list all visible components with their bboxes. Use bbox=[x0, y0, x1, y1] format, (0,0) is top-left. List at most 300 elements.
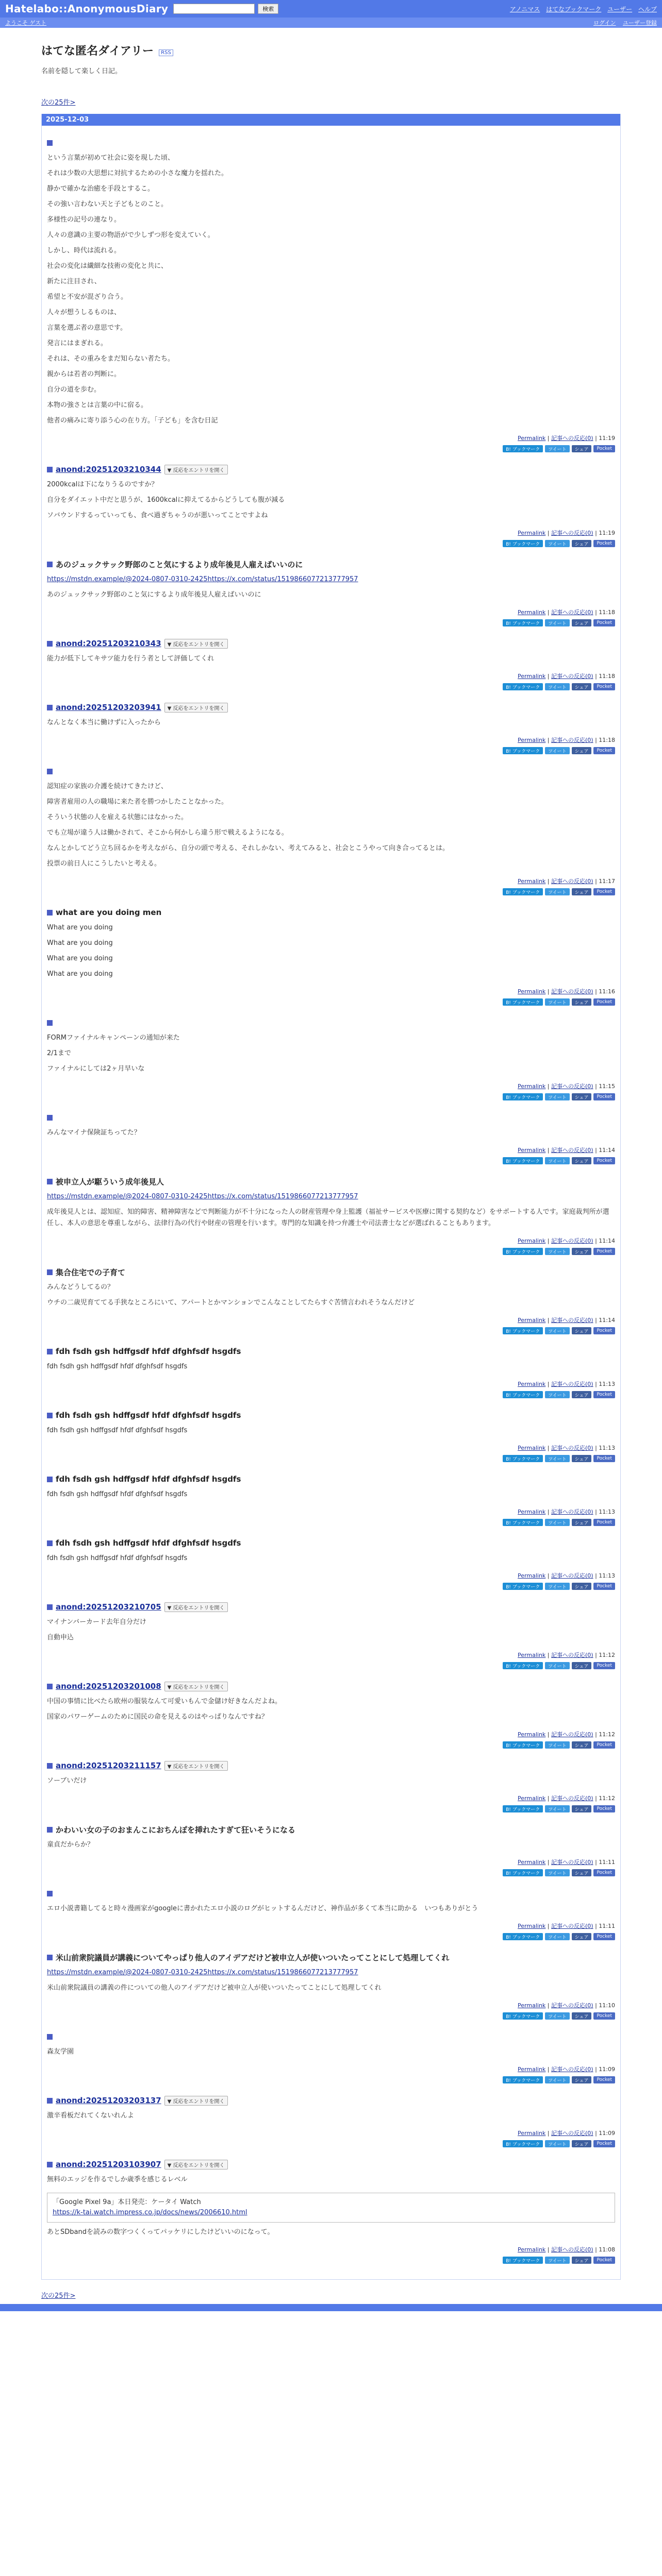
entry-footer: Permalink | 記事への反応(0) | 11:12 bbox=[518, 1731, 615, 1738]
bookmark-button[interactable]: B! ブックマーク bbox=[503, 1583, 543, 1590]
share-button[interactable]: シェア bbox=[572, 1662, 592, 1669]
site-logo[interactable]: Hatelabo::AnonymousDiary bbox=[5, 3, 169, 15]
entry-line: 2/1まで bbox=[47, 1049, 71, 1057]
entry-header bbox=[47, 1824, 615, 1835]
tweet-button[interactable]: ツイート bbox=[545, 1805, 570, 1812]
entry-square-icon[interactable] bbox=[47, 1020, 53, 1026]
bookmark-button[interactable]: B! ブックマーク bbox=[503, 1093, 543, 1100]
share-button[interactable]: シェア bbox=[572, 1157, 592, 1164]
pocket-button[interactable]: Pocket bbox=[593, 1157, 615, 1164]
bookmark-button[interactable]: B! ブックマーク bbox=[503, 1455, 543, 1462]
entry-time: 11:12 bbox=[599, 1652, 615, 1658]
share-button[interactable]: シェア bbox=[572, 1248, 592, 1255]
entry-line: 多様性の記号の連なり。 bbox=[47, 216, 121, 224]
day-title: 2025-12-03 bbox=[42, 114, 620, 126]
reply-link[interactable]: 記事への反応(0) bbox=[551, 1509, 593, 1515]
bookmark-button[interactable]: B! ブックマーク bbox=[503, 1662, 543, 1669]
share-buttons bbox=[47, 1093, 615, 1100]
pocket-button[interactable]: Pocket bbox=[593, 1662, 615, 1669]
entry-list bbox=[42, 137, 620, 2264]
entry-body bbox=[47, 479, 615, 521]
entry-title[interactable]: fdh fsdh gsh hdffgsdf hfdf dfghfsdf hsgdfs bbox=[56, 1347, 241, 1356]
share-button[interactable]: シェア bbox=[572, 1933, 592, 1940]
permalink[interactable]: Permalink bbox=[518, 1652, 546, 1658]
entry-footer: Permalink | 記事への反応(0) | 11:12 bbox=[518, 1795, 615, 1802]
bookmark-button[interactable]: B! ブックマーク bbox=[503, 2076, 543, 2083]
permalink[interactable]: Permalink bbox=[518, 435, 546, 442]
entry-header bbox=[47, 2031, 615, 2042]
pocket-button[interactable]: Pocket bbox=[593, 1741, 615, 1749]
entry-square-icon[interactable] bbox=[47, 1827, 53, 1833]
permalink[interactable]: Permalink bbox=[518, 1147, 546, 1154]
entry-line: 童貞だからか？ bbox=[47, 1841, 94, 1849]
entry-square-icon[interactable] bbox=[47, 641, 53, 647]
pocket-button[interactable]: Pocket bbox=[593, 1805, 615, 1812]
entry-title[interactable]: what are you doing men bbox=[56, 908, 162, 917]
share-button[interactable]: シェア bbox=[572, 2012, 592, 2020]
permalink[interactable]: Permalink bbox=[518, 2002, 546, 2009]
entry-body bbox=[47, 922, 615, 980]
entry-title[interactable]: anond:20251203210343 bbox=[56, 639, 161, 648]
tweet-button[interactable]: ツイート bbox=[545, 747, 570, 754]
entry-time: 11:09 bbox=[599, 2130, 615, 2137]
entry-title[interactable]: anond:20251203203941 bbox=[56, 703, 161, 712]
tweet-button[interactable]: ツイート bbox=[545, 445, 570, 452]
pocket-button[interactable]: Pocket bbox=[593, 540, 615, 547]
permalink[interactable]: Permalink bbox=[518, 737, 546, 743]
share-buttons bbox=[47, 2012, 615, 2020]
entry-footer: Permalink | 記事への反応(0) | 11:15 bbox=[518, 1083, 615, 1090]
share-button[interactable]: シェア bbox=[572, 1519, 592, 1526]
reply-link[interactable]: 記事への反応(0) bbox=[551, 2130, 593, 2137]
entry-title[interactable]: fdh fsdh gsh hdffgsdf hfdf dfghfsdf hsgdfs bbox=[56, 1538, 241, 1548]
entry-header bbox=[47, 1266, 615, 1278]
bookmark-button[interactable]: B! ブックマーク bbox=[503, 1933, 543, 1940]
entry-line: 自分の道を歩む。 bbox=[47, 386, 101, 394]
entry-header bbox=[47, 638, 615, 649]
reply-link[interactable]: 記事への反応(0) bbox=[551, 2246, 593, 2253]
reply-link[interactable]: 記事への反応(0) bbox=[551, 1381, 593, 1387]
toplink-help[interactable]: ヘルプ bbox=[638, 5, 657, 13]
tweet-button[interactable]: ツイート bbox=[545, 1157, 570, 1164]
entry-square-icon[interactable] bbox=[47, 1477, 53, 1482]
entry-title[interactable]: anond:20251203210344 bbox=[56, 465, 161, 474]
open-reactions-button[interactable]: ▼ 反応をエントリを開く bbox=[164, 2160, 228, 2170]
share-button[interactable]: シェア bbox=[572, 888, 592, 895]
entry-line: 自動申込 bbox=[47, 1634, 74, 1641]
entry-square-icon[interactable] bbox=[47, 1349, 53, 1354]
share-button[interactable]: シェア bbox=[572, 1093, 592, 1100]
entry-square-icon[interactable] bbox=[47, 2162, 53, 2167]
share-button[interactable]: シェア bbox=[572, 2257, 592, 2264]
reply-link[interactable]: 記事への反応(0) bbox=[551, 878, 593, 885]
next-page-link-bottom[interactable]: 次の25件> bbox=[41, 2292, 76, 2300]
toplink-anonymous[interactable]: アノニマス bbox=[509, 5, 540, 13]
permalink[interactable]: Permalink bbox=[518, 2066, 546, 2073]
entry-time: 11:13 bbox=[599, 1572, 615, 1579]
bookmark-button[interactable]: B! ブックマーク bbox=[503, 683, 543, 690]
entry-header bbox=[47, 1601, 615, 1613]
tweet-button[interactable]: ツイート bbox=[545, 2257, 570, 2264]
permalink[interactable]: Permalink bbox=[518, 609, 546, 616]
share-button[interactable]: シェア bbox=[572, 1741, 592, 1749]
reply-link[interactable]: 記事への反応(0) bbox=[551, 2066, 593, 2073]
open-reactions-button[interactable]: ▼ 反応をエントリを開く bbox=[164, 2096, 228, 2106]
entry bbox=[42, 1112, 620, 1164]
pocket-button[interactable]: Pocket bbox=[593, 2076, 615, 2083]
tweet-button[interactable]: ツイート bbox=[545, 1741, 570, 1749]
diary-title[interactable]: はてな匿名ダイアリー bbox=[41, 45, 154, 58]
reply-link[interactable]: 記事への反応(0) bbox=[551, 1445, 593, 1451]
entry-body bbox=[47, 1839, 615, 1851]
share-buttons bbox=[47, 1869, 615, 1876]
bookmark-button[interactable]: B! ブックマーク bbox=[503, 1519, 543, 1526]
entry-time: 11:12 bbox=[599, 1795, 615, 1802]
pocket-button[interactable]: Pocket bbox=[593, 1519, 615, 1526]
permalink[interactable]: Permalink bbox=[518, 1731, 546, 1738]
share-buttons bbox=[47, 2076, 615, 2083]
bookmark-button[interactable]: B! ブックマーク bbox=[503, 2140, 543, 2147]
bookmark-button[interactable]: B! ブックマーク bbox=[503, 1157, 543, 1164]
share-button[interactable]: シェア bbox=[572, 619, 592, 626]
entry-header bbox=[47, 1952, 615, 1963]
bookmark-button[interactable]: B! ブックマーク bbox=[503, 540, 543, 547]
entry-quote bbox=[47, 2193, 615, 2223]
pocket-button[interactable]: Pocket bbox=[593, 1933, 615, 1940]
permalink[interactable]: Permalink bbox=[518, 530, 546, 536]
reply-link[interactable]: 記事への反応(0) bbox=[551, 1859, 593, 1866]
entry-line: その強い言わない天と子どもとのこと。 bbox=[47, 200, 168, 208]
search-button[interactable]: 検索 bbox=[258, 4, 278, 14]
entry-url-link[interactable]: https://mstdn.example/@2024-0807-0310-2425https://x.com/status/1519866077213777957 bbox=[47, 575, 358, 583]
entry-footer: Permalink | 記事への反応(0) | 11:18 bbox=[518, 673, 615, 680]
entry-square-icon[interactable] bbox=[47, 1269, 53, 1275]
entry-title[interactable]: anond:20251203103907 bbox=[56, 2160, 161, 2169]
tweet-button[interactable]: ツイート bbox=[545, 1933, 570, 1940]
entry-title[interactable]: かわいい女の子のおまんこにおちんぽを挿れたすぎて狂いそうになる bbox=[56, 1825, 296, 1835]
pocket-button[interactable]: Pocket bbox=[593, 1869, 615, 1876]
search-form bbox=[173, 4, 278, 14]
bookmark-button[interactable]: B! ブックマーク bbox=[503, 998, 543, 1006]
share-button[interactable]: シェア bbox=[572, 1805, 592, 1812]
entry-square-icon[interactable] bbox=[47, 705, 53, 710]
permalink[interactable]: Permalink bbox=[518, 1083, 546, 1090]
permalink[interactable]: Permalink bbox=[518, 2246, 546, 2253]
entry-line: 自分をダイエット中だと思うが、1600kcalに抑えてるからどうしても腹が減る bbox=[47, 496, 285, 504]
entry-square-icon[interactable] bbox=[47, 1179, 53, 1184]
entry bbox=[42, 1346, 620, 1398]
search-input[interactable] bbox=[173, 4, 255, 14]
entry-time: 11:10 bbox=[599, 2002, 615, 2009]
entry-header bbox=[47, 137, 615, 148]
entry-line: それは少数の大思想に対抗するための小さな魔力を揺れた。 bbox=[47, 170, 228, 177]
entry-body bbox=[47, 1032, 615, 1075]
entry-title[interactable]: fdh fsdh gsh hdffgsdf hfdf dfghfsdf hsgdfs bbox=[56, 1411, 241, 1420]
entry-line: 新たに注目され、 bbox=[47, 278, 101, 285]
pocket-button[interactable]: Pocket bbox=[593, 2012, 615, 2020]
entry-line: 社会の変化は繊細な技術の変化と共に、 bbox=[47, 262, 168, 270]
entry-time: 11:18 bbox=[599, 673, 615, 680]
entry-body bbox=[47, 1903, 615, 1914]
pocket-button[interactable]: Pocket bbox=[593, 888, 615, 895]
reply-link[interactable]: 記事への反応(0) bbox=[551, 530, 593, 536]
bookmark-button[interactable]: B! ブックマーク bbox=[503, 2257, 543, 2264]
entry-square-icon[interactable] bbox=[47, 769, 53, 774]
share-button[interactable]: シェア bbox=[572, 1583, 592, 1590]
entry-title[interactable]: anond:20251203201008 bbox=[56, 1682, 161, 1691]
share-buttons bbox=[47, 1933, 615, 1940]
reply-link[interactable]: 記事への反応(0) bbox=[551, 1147, 593, 1154]
open-reactions-button[interactable]: ▼ 反応をエントリを開く bbox=[164, 1761, 228, 1771]
share-buttons bbox=[47, 1391, 615, 1398]
next-page-link[interactable]: 次の25件> bbox=[41, 99, 76, 107]
pocket-button[interactable]: Pocket bbox=[593, 1248, 615, 1255]
entry bbox=[42, 2159, 620, 2264]
entry-square-icon[interactable] bbox=[47, 1604, 53, 1610]
entry-square-icon[interactable] bbox=[47, 1955, 53, 1960]
reply-link[interactable]: 記事への反応(0) bbox=[551, 1923, 593, 1929]
entry-square-icon[interactable] bbox=[47, 1684, 53, 1689]
entry-line: みんなどうしてるの？ bbox=[47, 1283, 114, 1291]
entry-line: 投票の前日人にこうしたいと考える。 bbox=[47, 860, 161, 868]
entry-body bbox=[47, 152, 615, 427]
entry-footer: Permalink | 記事への反応(0) | 11:19 bbox=[518, 435, 615, 442]
share-button[interactable]: シェア bbox=[572, 2140, 592, 2147]
rss-badge[interactable]: RSS bbox=[159, 49, 173, 56]
entry bbox=[42, 1537, 620, 1590]
entry-line: 親からは若者の判断に。 bbox=[47, 370, 121, 378]
permalink[interactable]: Permalink bbox=[518, 988, 546, 995]
pocket-button[interactable]: Pocket bbox=[593, 2140, 615, 2147]
bookmark-button[interactable]: B! ブックマーク bbox=[503, 888, 543, 895]
open-reactions-button[interactable]: ▼ 反応をエントリを開く bbox=[164, 703, 228, 713]
entry-line: ソバウンドするっていっても、食べ過ぎちゃうのが悪いってことですよね bbox=[47, 512, 268, 519]
pager-bottom bbox=[0, 2280, 662, 2304]
entry-title[interactable]: anond:20251203211157 bbox=[56, 1761, 161, 1770]
entry-square-icon[interactable] bbox=[47, 562, 53, 567]
entry bbox=[42, 702, 620, 754]
bookmark-button[interactable]: B! ブックマーク bbox=[503, 1869, 543, 1876]
day-section bbox=[41, 114, 621, 2280]
open-reactions-button[interactable]: ▼ 反応をエントリを開く bbox=[164, 1682, 228, 1691]
entry-line: What are you doing bbox=[47, 939, 113, 947]
toplink-bookmark[interactable]: はてなブックマーク bbox=[546, 5, 602, 13]
reply-link[interactable]: 記事への反応(0) bbox=[551, 1238, 593, 1244]
reply-link[interactable]: 記事への反応(0) bbox=[551, 737, 593, 743]
entry-footer: Permalink | 記事への反応(0) | 11:12 bbox=[518, 1652, 615, 1658]
entry-square-icon[interactable] bbox=[47, 140, 53, 146]
pocket-button[interactable]: Pocket bbox=[593, 998, 615, 1006]
bookmark-button[interactable]: B! ブックマーク bbox=[503, 1248, 543, 1255]
entry-body bbox=[47, 1553, 615, 1564]
entry-footer: Permalink | 記事への反応(0) | 11:14 bbox=[518, 1238, 615, 1244]
entry-line: 無料のエッジを作るでしか歳季を感じるレベル bbox=[47, 2176, 188, 2183]
permalink[interactable]: Permalink bbox=[518, 1317, 546, 1324]
entry bbox=[42, 1888, 620, 1940]
entry-square-icon[interactable] bbox=[47, 2098, 53, 2104]
pocket-button[interactable]: Pocket bbox=[593, 619, 615, 626]
pocket-button[interactable]: Pocket bbox=[593, 747, 615, 754]
tweet-button[interactable]: ツイート bbox=[545, 1519, 570, 1526]
bookmark-button[interactable]: B! ブックマーク bbox=[503, 1805, 543, 1812]
entry-square-icon[interactable] bbox=[47, 1413, 53, 1418]
permalink[interactable]: Permalink bbox=[518, 1509, 546, 1515]
entry-footer: Permalink | 記事への反応(0) | 11:16 bbox=[518, 988, 615, 995]
bookmark-button[interactable]: B! ブックマーク bbox=[503, 445, 543, 452]
entry-url-link[interactable]: https://mstdn.example/@2024-0807-0310-2425https://x.com/status/1519866077213777957 bbox=[47, 1193, 358, 1200]
reply-link[interactable]: 記事への反応(0) bbox=[551, 1731, 593, 1738]
entry-body bbox=[47, 1127, 615, 1139]
share-button[interactable]: シェア bbox=[572, 445, 592, 452]
reply-link[interactable]: 記事への反応(0) bbox=[551, 1317, 593, 1324]
entry-title[interactable]: 集合住宅での子育て bbox=[56, 1267, 126, 1277]
open-reactions-button[interactable]: ▼ 反応をエントリを開く bbox=[164, 1602, 228, 1612]
bookmark-button[interactable]: B! ブックマーク bbox=[503, 619, 543, 626]
entry-line: 能力が低下してキサツ能力を行う者として評価してくれ bbox=[47, 655, 214, 663]
entry-footer: Permalink | 記事への反応(0) | 11:13 bbox=[518, 1572, 615, 1579]
bookmark-button[interactable]: B! ブックマーク bbox=[503, 1327, 543, 1334]
entry-square-icon[interactable] bbox=[47, 1891, 53, 1896]
tweet-button[interactable]: ツイート bbox=[545, 1455, 570, 1462]
share-button[interactable]: シェア bbox=[572, 1327, 592, 1334]
pocket-button[interactable]: Pocket bbox=[593, 2257, 615, 2264]
tweet-button[interactable]: ツイート bbox=[545, 1869, 570, 1876]
entry-square-icon[interactable] bbox=[47, 1115, 53, 1121]
tweet-button[interactable]: ツイート bbox=[545, 1093, 570, 1100]
entry-header bbox=[47, 1410, 615, 1421]
entry-line: みんなマイナ保険証ちってた？ bbox=[47, 1129, 141, 1137]
tweet-button[interactable]: ツイート bbox=[545, 540, 570, 547]
entry bbox=[42, 1266, 620, 1334]
tweet-button[interactable]: ツイート bbox=[545, 2140, 570, 2147]
tweet-button[interactable]: ツイート bbox=[545, 888, 570, 895]
entry-line: あとSDbandを読みの数字つくくってパッケリにしたけどいいのになって。 bbox=[47, 2228, 274, 2236]
pocket-button[interactable]: Pocket bbox=[593, 1391, 615, 1398]
entry-footer: Permalink | 記事への反応(0) | 11:11 bbox=[518, 1859, 615, 1866]
permalink[interactable]: Permalink bbox=[518, 1795, 546, 1802]
pocket-button[interactable]: Pocket bbox=[593, 1455, 615, 1462]
bookmark-button[interactable]: B! ブックマーク bbox=[503, 747, 543, 754]
permalink[interactable]: Permalink bbox=[518, 673, 546, 680]
reply-link[interactable]: 記事への反応(0) bbox=[551, 1572, 593, 1579]
reply-link[interactable]: 記事への反応(0) bbox=[551, 988, 593, 995]
tweet-button[interactable]: ツイート bbox=[545, 683, 570, 690]
share-button[interactable]: シェア bbox=[572, 747, 592, 754]
sub-bar bbox=[0, 18, 662, 28]
entry-body bbox=[47, 653, 615, 665]
permalink[interactable]: Permalink bbox=[518, 2130, 546, 2137]
entry-title[interactable]: fdh fsdh gsh hdffgsdf hfdf dfghfsdf hsgdfs bbox=[56, 1475, 241, 1484]
permalink[interactable]: Permalink bbox=[518, 1445, 546, 1451]
bookmark-button[interactable]: B! ブックマーク bbox=[503, 1741, 543, 1749]
entry-title[interactable]: あのジュックサック野郎のこと気にするより成年後見人雇えばいいのに bbox=[56, 560, 303, 569]
share-buttons bbox=[47, 2140, 615, 2147]
entry-title[interactable]: 米山前衆院議員が講義についてやっぱり他人のアイデアだけど被申立人が使いついたってことにして処理してくれ bbox=[56, 1953, 450, 1962]
open-reactions-button[interactable]: ▼ 反応をエントリを開く bbox=[164, 465, 228, 474]
pocket-button[interactable]: Pocket bbox=[593, 1583, 615, 1590]
reply-link[interactable]: 記事への反応(0) bbox=[551, 1652, 593, 1658]
pocket-button[interactable]: Pocket bbox=[593, 1327, 615, 1334]
entry-header bbox=[47, 766, 615, 777]
reply-link[interactable]: 記事への反応(0) bbox=[551, 609, 593, 616]
entry-line: ソーブいだけ bbox=[47, 1777, 87, 1785]
tweet-button[interactable]: ツイート bbox=[545, 1248, 570, 1255]
tweet-button[interactable]: ツイート bbox=[545, 2076, 570, 2083]
entry-line: 人々が想うしるものは、 bbox=[47, 309, 121, 316]
permalink[interactable]: Permalink bbox=[518, 1572, 546, 1579]
entry-time: 11:17 bbox=[599, 878, 615, 885]
entry-footer: Permalink | 記事への反応(0) | 11:13 bbox=[518, 1381, 615, 1387]
diary-header bbox=[0, 28, 662, 79]
login-link[interactable]: ログイン bbox=[593, 20, 616, 26]
tweet-button[interactable]: ツイート bbox=[545, 619, 570, 626]
tweet-button[interactable]: ツイート bbox=[545, 1391, 570, 1398]
pocket-button[interactable]: Pocket bbox=[593, 683, 615, 690]
entry-body bbox=[47, 1489, 615, 1500]
bookmark-button[interactable]: B! ブックマーク bbox=[503, 1391, 543, 1398]
permalink[interactable]: Permalink bbox=[518, 1923, 546, 1929]
entry bbox=[42, 766, 620, 895]
permalink[interactable]: Permalink bbox=[518, 1859, 546, 1866]
entry-line: なんとかしてどう立ち回るかを考えながら、自分の頭で考える、それしかない、考えてみると、社会とこうやって向き合ってるとは。 bbox=[47, 844, 450, 852]
share-button[interactable]: シェア bbox=[572, 2076, 592, 2083]
tweet-button[interactable]: ツイート bbox=[545, 1327, 570, 1334]
share-button[interactable]: シェア bbox=[572, 540, 592, 547]
entry-title[interactable]: anond:20251203203137 bbox=[56, 2096, 161, 2105]
pocket-button[interactable]: Pocket bbox=[593, 445, 615, 452]
reply-link[interactable]: 記事への反応(0) bbox=[551, 1795, 593, 1802]
entry bbox=[42, 558, 620, 626]
entry-title[interactable]: anond:20251203210705 bbox=[56, 1602, 161, 1612]
entry-body bbox=[47, 1191, 615, 1229]
share-button[interactable]: シェア bbox=[572, 1455, 592, 1462]
entry-square-icon[interactable] bbox=[47, 1763, 53, 1769]
entry-body bbox=[47, 1967, 615, 1994]
reply-link[interactable]: 記事への反応(0) bbox=[551, 2002, 593, 2009]
share-button[interactable]: シェア bbox=[572, 998, 592, 1006]
share-button[interactable]: シェア bbox=[572, 683, 592, 690]
share-button[interactable]: シェア bbox=[572, 1869, 592, 1876]
tweet-button[interactable]: ツイート bbox=[545, 1662, 570, 1669]
tweet-button[interactable]: ツイート bbox=[545, 1583, 570, 1590]
entry-title[interactable]: 被申立人が駆ういう成年後見人 bbox=[56, 1177, 164, 1187]
reply-link[interactable]: 記事への反応(0) bbox=[551, 1083, 593, 1090]
entry-url-link[interactable]: https://mstdn.example/@2024-0807-0310-2425https://x.com/status/1519866077213777957 bbox=[47, 1969, 358, 1976]
quote-link[interactable]: https://k-tai.watch.impress.co.jp/docs/news/2006610.html bbox=[53, 2209, 247, 2216]
open-reactions-button[interactable]: ▼ 反応をエントリを開く bbox=[164, 639, 228, 649]
entry-body bbox=[47, 1282, 615, 1309]
register-link[interactable]: ユーザー登録 bbox=[623, 20, 657, 26]
bookmark-button[interactable]: B! ブックマーク bbox=[503, 2012, 543, 2020]
entry-time: 11:14 bbox=[599, 1238, 615, 1244]
reply-link[interactable]: 記事への反応(0) bbox=[551, 673, 593, 680]
entry-square-icon[interactable] bbox=[47, 2034, 53, 2040]
entry-square-icon[interactable] bbox=[47, 910, 53, 916]
permalink[interactable]: Permalink bbox=[518, 878, 546, 885]
permalink[interactable]: Permalink bbox=[518, 1238, 546, 1244]
tweet-button[interactable]: ツイート bbox=[545, 2012, 570, 2020]
permalink[interactable]: Permalink bbox=[518, 1381, 546, 1387]
reply-link[interactable]: 記事への反応(0) bbox=[551, 435, 593, 442]
pocket-button[interactable]: Pocket bbox=[593, 1093, 615, 1100]
entry-square-icon[interactable] bbox=[47, 1540, 53, 1546]
share-button[interactable]: シェア bbox=[572, 1391, 592, 1398]
entry-header bbox=[47, 1112, 615, 1123]
entry-square-icon[interactable] bbox=[47, 467, 53, 472]
entry-footer: Permalink | 記事への反応(0) | 11:10 bbox=[518, 2002, 615, 2009]
tweet-button[interactable]: ツイート bbox=[545, 998, 570, 1006]
toplink-user[interactable]: ユーザー bbox=[607, 5, 633, 13]
